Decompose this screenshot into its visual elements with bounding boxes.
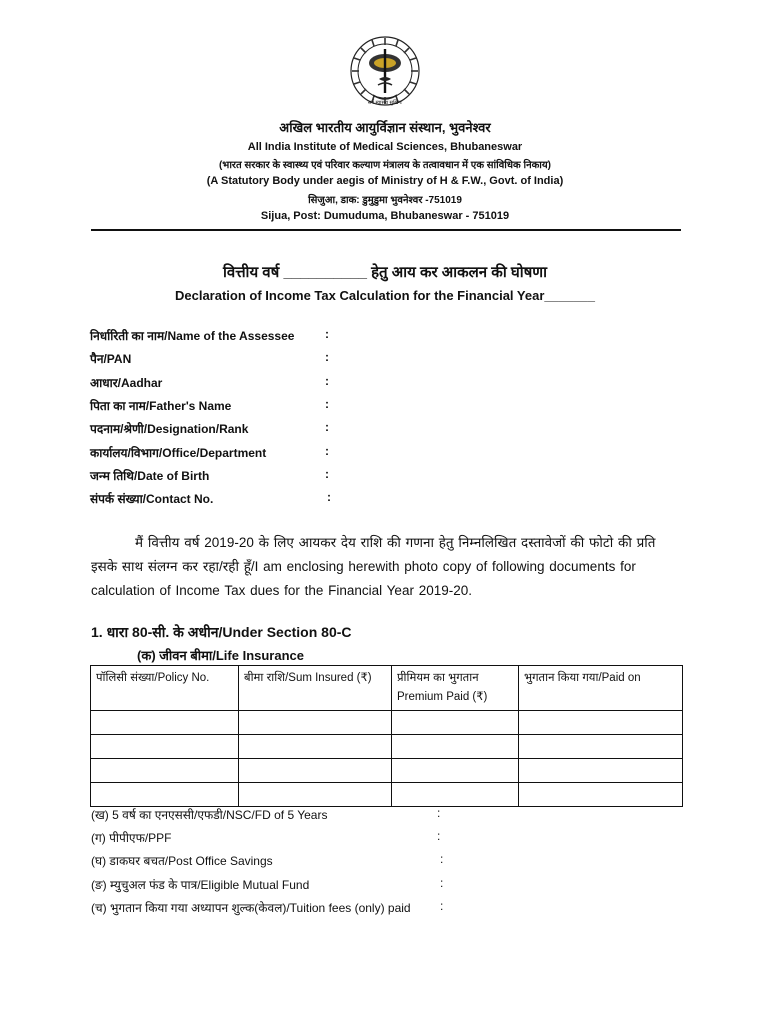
column-header-premium-paid: प्रीमियम का भुगतान Premium Paid (₹) <box>392 666 519 711</box>
table-cell[interactable] <box>239 711 392 735</box>
form-title-english: Declaration of Income Tax Calculation for the Financial Year_______ <box>174 288 595 303</box>
statutory-body-english: (A Statutory Body under aegis of Ministry of H & F.W., Govt. of India) <box>206 175 564 187</box>
table-cell[interactable] <box>91 735 239 759</box>
item-colon: : <box>437 829 441 843</box>
table-cell[interactable] <box>519 735 683 759</box>
column-header-sum-insured: बीमा राशि/Sum Insured (₹) <box>239 666 392 711</box>
field-colon: : <box>325 467 329 481</box>
life-insurance-subheading: (क) जीवन बीमा/Life Insurance <box>137 648 305 663</box>
table-cell[interactable] <box>239 759 392 783</box>
header-divider <box>91 229 681 231</box>
statutory-body-hindi: (भारत सरकार के स्वास्थ्य एवं परिवार कल्याण मंत्रालय के तत्वावधान में एक सांविधिक निकाय) <box>218 160 552 171</box>
field-colon: : <box>325 397 329 411</box>
section-80c-heading: 1. धारा 80-सी. के अधीन/Under Section 80-C <box>91 624 352 640</box>
table-row <box>91 711 683 735</box>
field-label-assessee-name: निर्धारिती का नाम/Name of the Assessee <box>90 329 295 343</box>
item-colon: : <box>440 899 444 913</box>
table-cell[interactable] <box>91 711 239 735</box>
table-cell[interactable] <box>519 711 683 735</box>
declaration-english: I am enclosing herewith photo copy of following documents for calculation of Income Tax dues for the Financial Year 2019-20. <box>91 559 636 598</box>
field-label-father-name: पिता का नाम/Father's Name <box>90 399 232 413</box>
table-cell[interactable] <box>519 783 683 807</box>
column-header-policy-no: पॉलिसी संख्या/Policy No. <box>91 666 239 711</box>
table-cell[interactable] <box>392 735 519 759</box>
field-colon: : <box>327 490 331 504</box>
motto-text: सर्व स्वास्थ्य सुखिनः <box>367 100 403 106</box>
field-colon: : <box>325 374 329 388</box>
field-label-aadhar: आधार/Aadhar <box>90 376 163 390</box>
item-label-post-office-savings: (घ) डाकघर बचत/Post Office Savings <box>91 854 273 868</box>
item-colon: : <box>440 876 444 890</box>
life-insurance-table <box>90 665 683 807</box>
table-cell[interactable] <box>91 783 239 807</box>
field-colon: : <box>325 350 329 364</box>
item-colon: : <box>440 852 444 866</box>
table-cell[interactable] <box>392 711 519 735</box>
field-label-contact: संपर्क संख्या/Contact No. <box>90 492 214 506</box>
table-cell[interactable] <box>392 759 519 783</box>
table-header-row <box>91 666 683 711</box>
table-cell[interactable] <box>91 759 239 783</box>
item-label-mutual-fund: (ङ) म्युचुअल फंड के पात्र/Eligible Mutual Fund <box>91 878 310 892</box>
table-cell[interactable] <box>392 783 519 807</box>
table-cell[interactable] <box>519 759 683 783</box>
table-cell[interactable] <box>239 735 392 759</box>
field-colon: : <box>325 327 329 341</box>
field-label-pan: पैन/PAN <box>90 352 132 366</box>
address-english: Sijua, Post: Dumuduma, Bhubaneswar - 751019 <box>260 210 510 222</box>
declaration-hindi: मैं वित्तीय वर्ष 2019-20 के लिए आयकर देय राशि की गणना हेतु निम्नलिखित दस्तावेजों की फोटो की प्रति इसके साथ संलग्न कर रहा/रही हूँ/ <box>91 535 656 574</box>
declaration-paragraph <box>91 531 686 603</box>
column-header-paid-on: भुगतान किया गया/Paid on <box>519 666 683 711</box>
table-row <box>91 735 683 759</box>
field-colon: : <box>325 444 329 458</box>
institute-name-english: All India Institute of Medical Sciences, Bhubaneswar <box>247 141 523 153</box>
item-label-nsc-fd: (ख) 5 वर्ष का एनएससी/एफडी/NSC/FD of 5 Years <box>91 808 328 822</box>
item-label-ppf: (ग) पीपीएफ/PPF <box>91 831 172 845</box>
institute-name-hindi: अखिल भारतीय आयुर्विज्ञान संस्थान, भुवनेश्वर <box>279 120 491 135</box>
table-row <box>91 783 683 807</box>
form-title-hindi: वित्तीय वर्ष __________ हेतु आय कर आकलन की घोषणा <box>222 264 548 281</box>
field-label-dob: जन्म तिथि/Date of Birth <box>90 469 210 483</box>
item-label-tuition-fees: (च) भुगतान किया गया अध्यापन शुल्क(केवल)/Tuition fees (only) paid <box>91 901 411 915</box>
table-cell[interactable] <box>239 783 392 807</box>
field-colon: : <box>325 420 329 434</box>
address-hindi: सिजुआ, डाक: डुमुडुमा भुवनेश्वर -751019 <box>308 195 462 206</box>
field-label-designation: पदनाम/श्रेणी/Designation/Rank <box>90 422 249 436</box>
field-label-office: कार्यालय/विभाग/Office/Department <box>90 446 267 460</box>
table-row <box>91 759 683 783</box>
item-colon: : <box>437 806 441 820</box>
